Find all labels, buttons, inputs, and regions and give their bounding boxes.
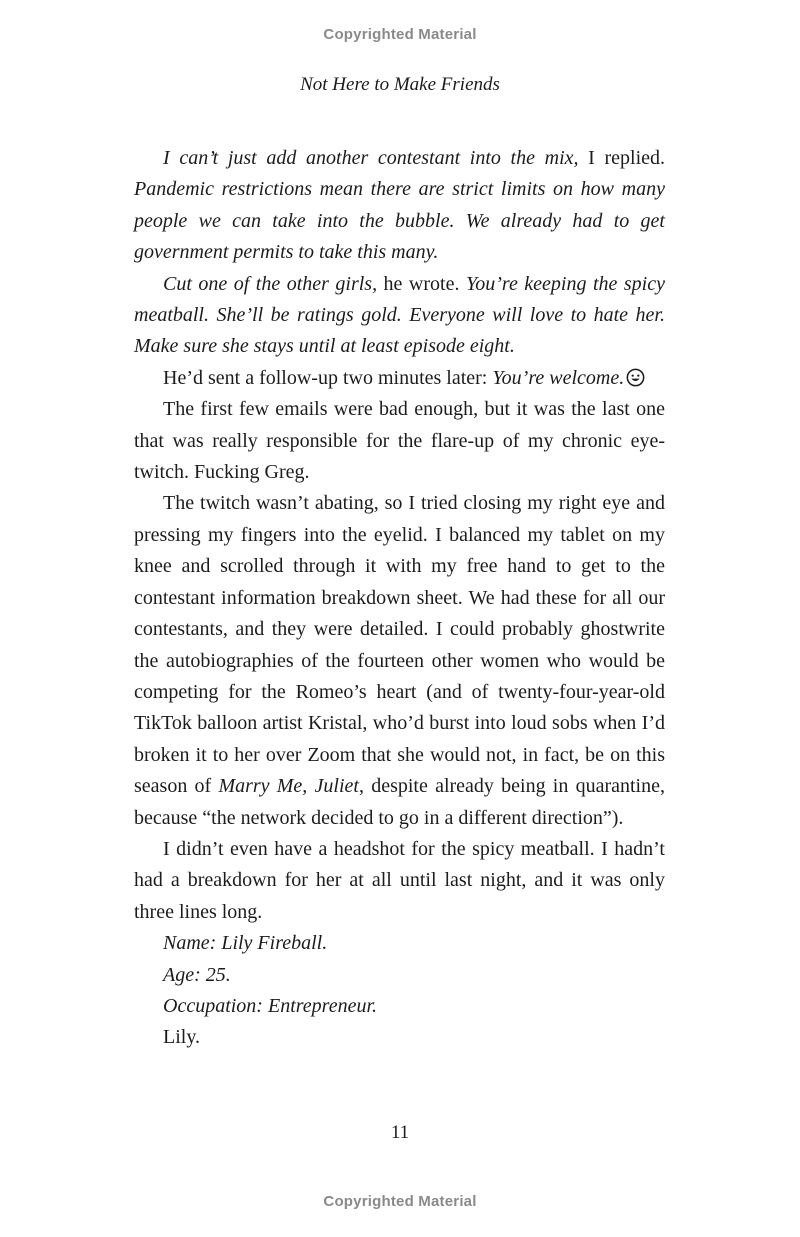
breakdown-line: Name: Lily Fireball. — [163, 932, 328, 955]
paragraph — [134, 143, 665, 269]
running-head-title: Not Here to Make Friends — [300, 74, 500, 95]
narration: He’d sent a follow-up two minutes later: — [163, 366, 493, 389]
paragraph — [134, 363, 665, 394]
show-title: Marry Me, Juliet — [218, 775, 359, 798]
smiley-emoji-icon — [626, 368, 645, 387]
paragraph — [134, 991, 665, 1022]
paragraph: I didn’t even have a headshot for the spicy meatball. I hadn’t had a breakdown for her at all until last night, and it was only three lines long. — [134, 837, 665, 923]
paragraph: The first few emails were bad enough, but it was the last one that was really responsible for the flare-up of my chronic eye-twitch. Fucking Greg. — [134, 398, 665, 484]
copyright-watermark-top: Copyrighted Material — [323, 26, 477, 43]
paragraph — [134, 960, 665, 991]
paragraph — [134, 269, 665, 363]
email-quote: Pandemic restrictions mean there are strict limits on how many people we can take into the bubble. We already had to get government permits to take this many. — [134, 178, 665, 264]
email-quote: I can’t just add another contestant into the mix, — [163, 147, 579, 169]
dialogue-tag: I replied. — [578, 147, 666, 169]
breakdown-line: Occupation: Entrepreneur. — [163, 994, 378, 1017]
email-quote: You’re welcome. — [492, 366, 625, 389]
body-text — [134, 143, 665, 1054]
copyright-watermark-bottom: Copyrighted Material — [323, 1193, 477, 1210]
narration: , despite already being in quarantine, because “the network decided to go in a different direction”). — [134, 775, 665, 829]
page-number: 11 — [390, 1122, 410, 1143]
paragraph — [134, 928, 665, 959]
paragraph — [134, 488, 665, 833]
dialogue-tag: he wrote. — [377, 272, 466, 295]
breakdown-line: Age: 25. — [163, 963, 231, 986]
paragraph: Lily. — [163, 1026, 201, 1049]
email-quote: Cut one of the other girls, — [163, 272, 378, 295]
narration: The twitch wasn’t abating, so I tried closing my right eye and pressing my fingers into the eyelid. I balanced my tablet on my knee and scrolled through it with my free hand to get to the contestant information breakdown sheet. We had these for all our contestants, and they were detailed. I could probably ghostwrite the autobiographies of the fourteen other women who would be competing for the Romeo’s heart (and of twenty-four-year-old TikTok balloon artist Kristal, who’d burst into loud sobs when I’d broken it to her over Zoom that she would not, in fact, be on this season of — [134, 492, 665, 798]
email-quote: You’re keeping the spicy meatball. She’ll be ratings gold. Everyone will love to hate her. Make sure she stays until at least episode eight. — [134, 272, 665, 358]
